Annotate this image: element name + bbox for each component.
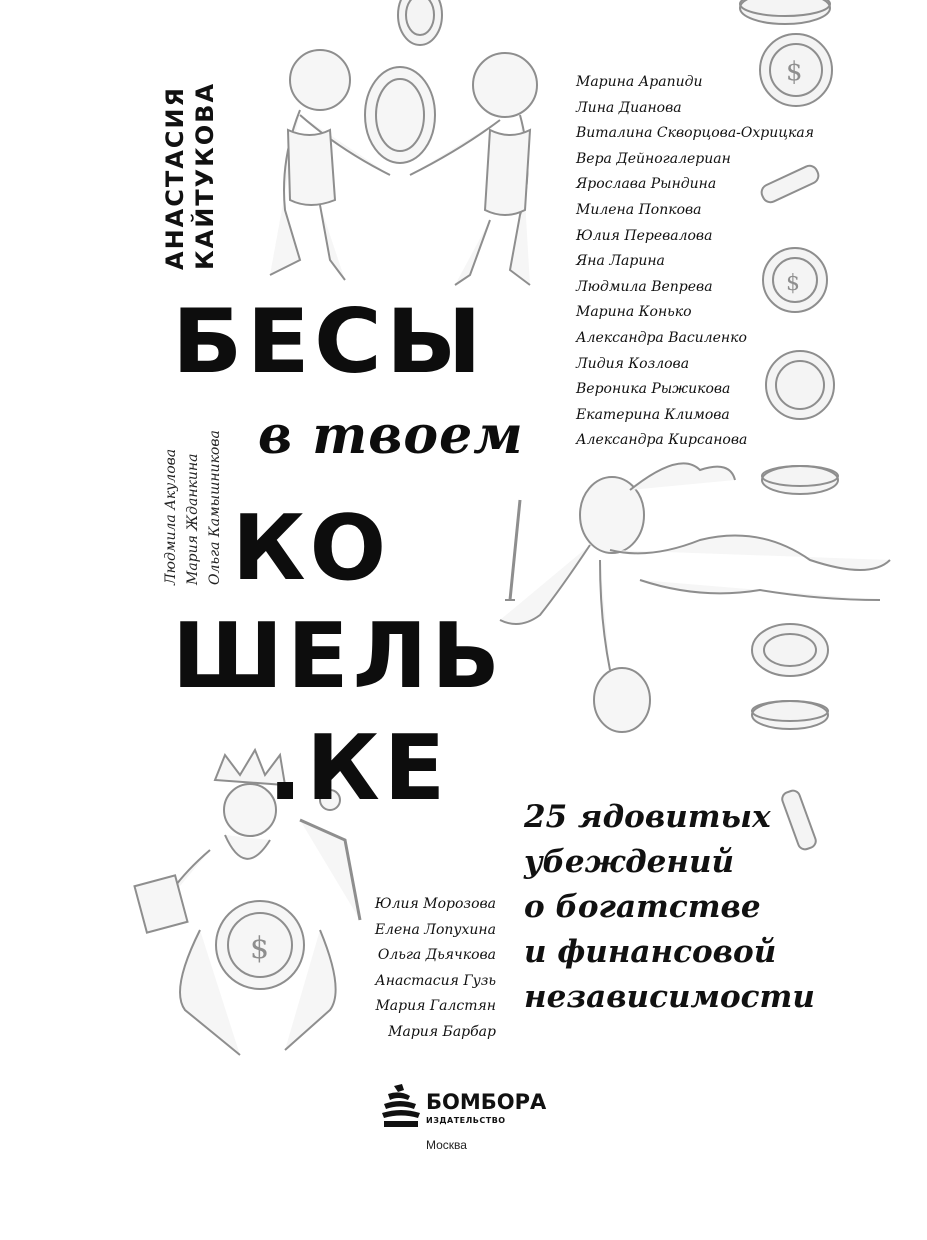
co-author: Ольга Камышникова (207, 430, 223, 585)
figure-with-dagger (500, 463, 890, 732)
publisher-city: Москва (426, 1138, 467, 1152)
author-name: Ярослава Рындина (576, 176, 717, 193)
subtitle (524, 795, 824, 1020)
co-author: Мария Жданкина (185, 453, 201, 585)
author-name: Ольга Дьячкова (377, 947, 496, 963)
main-author-last-name: КАЙТУКОВА (191, 81, 219, 270)
main-author-first-name: АНАСТАСИЯ (161, 86, 189, 270)
author-name: Лина Дианова (576, 99, 682, 116)
publisher-logo-block (380, 1078, 580, 1158)
subtitle-line: убеждений (524, 844, 735, 880)
author-name: Марина Конько (576, 304, 692, 321)
subtitle-line: 25 ядовитых (524, 799, 771, 835)
author-name: Елена Лопухина (374, 921, 496, 938)
right-authors-list (576, 70, 916, 454)
author-name: Виталина Скворцова-Охрицкая (576, 125, 815, 142)
title-line-4: ШЕЛЬ (172, 604, 505, 709)
subtitle-line: независимости (524, 979, 815, 1015)
author-name: Мария Барбар (388, 1023, 496, 1040)
coin-icon (398, 0, 442, 45)
author-name: Александра Кирсанова (576, 432, 748, 449)
two-figures-holding-coin (270, 50, 537, 285)
main-author (160, 70, 220, 270)
author-name: Милена Попкова (576, 201, 702, 218)
author-name: Юлия Перевалова (576, 227, 713, 244)
author-name: Екатерина Климова (576, 406, 730, 423)
author-name: Вероника Рыжикова (576, 381, 731, 398)
author-name: Анастасия Гузь (375, 972, 496, 989)
co-authors-vertical (160, 410, 226, 585)
author-name: Юлия Морозова (374, 896, 496, 912)
subtitle-line: о богатстве (524, 889, 761, 925)
author-name: Лидия Козлова (576, 355, 690, 372)
author-name: Людмила Вепрева (576, 278, 713, 295)
co-author: Людмила Акулова (163, 448, 179, 585)
publisher-name: БОМБОРА (426, 1090, 547, 1114)
title-line-2: в твоем (258, 405, 524, 466)
author-name: Вера Дейногалериан (576, 150, 731, 167)
svg-text:$: $ (786, 57, 803, 87)
title-line-5: .КЕ (268, 716, 450, 821)
coin-icon (762, 466, 838, 494)
bottom-authors-list (330, 892, 496, 1045)
author-name: Мария Галстян (375, 998, 496, 1014)
coin-icon (752, 701, 828, 729)
publisher-tagline: ИЗДАТЕЛЬСТВО (426, 1116, 506, 1125)
title-line-1: БЕСЫ (172, 290, 486, 393)
title-line-3: КО (232, 496, 391, 601)
author-name: Яна Ларина (576, 253, 665, 270)
author-name: Александра Василенко (576, 329, 747, 346)
svg-text:$: $ (786, 271, 800, 296)
bombora-logo-icon (380, 1082, 422, 1128)
author-name: Марина Арапиди (576, 74, 703, 90)
svg-text:$: $ (250, 931, 270, 966)
subtitle-line: и финансовой (524, 934, 777, 970)
coin-icon (740, 0, 830, 24)
coin-icon (752, 624, 828, 676)
